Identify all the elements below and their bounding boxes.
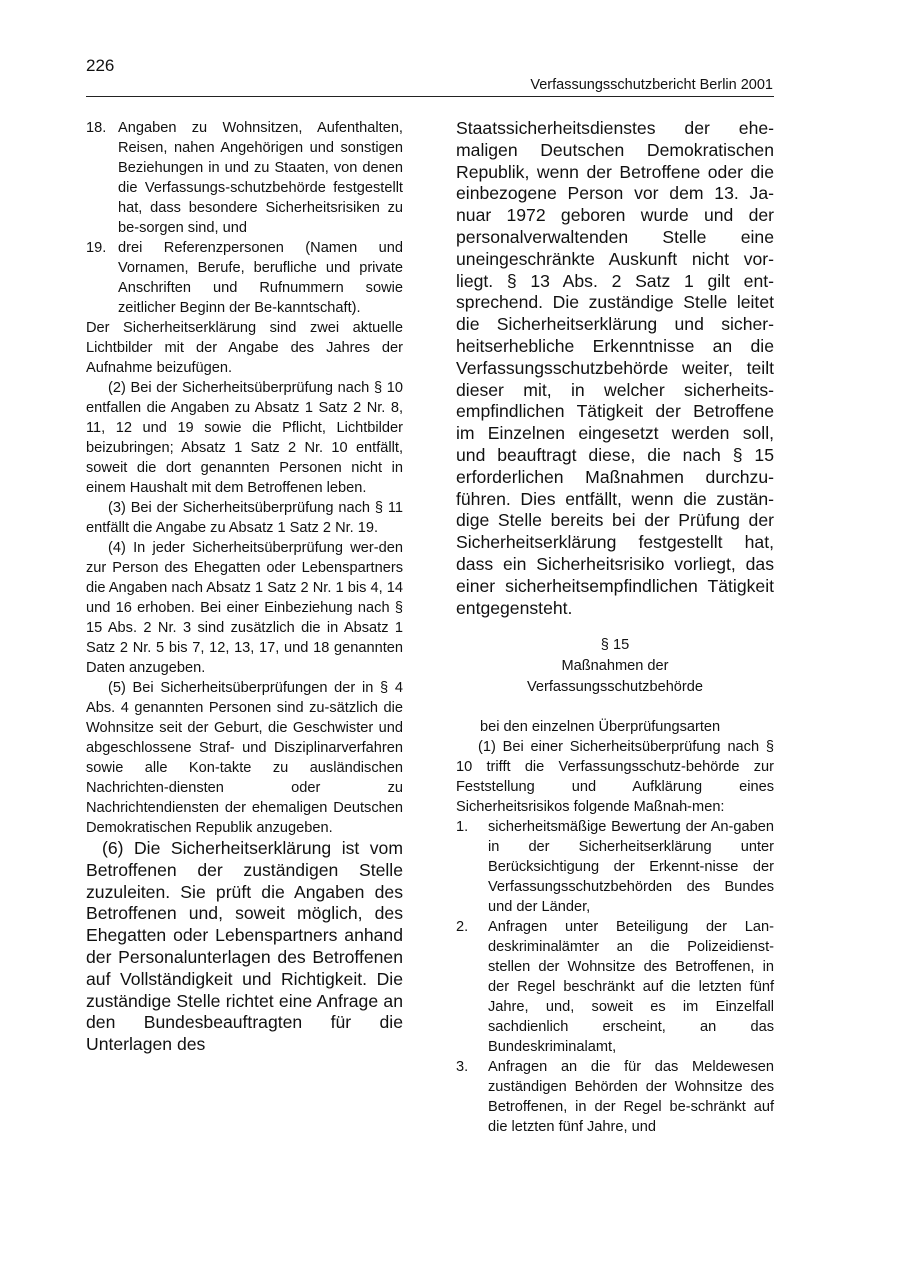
paragraph-15-1: (1) Bei einer Sicherheitsüberprüfung nach § 10 trifft die Verfassungsschutz-behörde zur Feststellung und Aufklärung eines Sicherheitsrisikos folgende Maßnah-men: [456, 739, 774, 816]
list-text: sicherheitsmäßige Bewertung der An-gaben in der Sicherheitserklärung unter Berücksichtigung der Erkennt-nisse der Verfassungsschutzbehörden des Bundes und der Länder, [488, 819, 774, 916]
list-item [456, 917, 774, 1057]
list-text: Anfragen an die für das Meldewesen zuständigen Behörden der Wohnsitze des Betroffenen, in der Regel be-schränkt auf die letzten fünf Jahre, und [488, 1059, 774, 1136]
paragraph-lichtbilder: Der Sicherheitserklärung sind zwei aktuelle Lichtbilder mit der Angabe des Jahres der Aufnahme beizufügen. [86, 320, 403, 376]
header-rule [86, 96, 774, 97]
right-column [456, 118, 774, 1137]
list-text: drei Referenzpersonen (Namen und Vornamen, Berufe, berufliche und private Anschriften und Rufnummern sowie zeitlicher Beginn der Be-kanntschaft). [118, 240, 403, 316]
list-text: Angaben zu Wohnsitzen, Aufenthalten, Reisen, nahen Angehörigen und sonstigen Beziehungen in und zu Staaten, von denen die Verfassungs-schutzbehörde festgestellt hat, dass besondere Sicherheitsrisiken zu be-sorgen sind, und [118, 120, 403, 236]
paragraph-6: (6) Die Sicherheitserklärung ist vom Betroffenen der zuständigen Stelle zuzuleiten. Sie prüft die Angaben des Betroffenen und, soweit möglich, des Ehegatten oder Lebenspartners anhand der Personalunterlagen des Betroffenen auf Vollständigkeit und Richtigkeit. Die zuständige Stelle richtet eine Anfrage an den Bundesbeauftragten für die Unterlagen des [86, 838, 403, 1055]
section-heading [456, 635, 774, 698]
list-number: 3. [456, 1059, 469, 1076]
list-number: 1. [456, 819, 469, 836]
list-number: 18. [86, 120, 107, 136]
list-text: Anfragen unter Beteiligung der Lan-deskriminalämter an die Polizeidienst-stellen der Wohnsitze des Betroffenen, in der Regel beschränkt auf die letzten fünf Jahre, und, soweit es im Einzelfall sachdienlich erscheint, an das Bundeskriminalamt, [488, 919, 774, 1056]
paragraph-3: (3) Bei der Sicherheitsüberprüfung nach § 11 entfällt die Angabe zu Absatz 1 Satz 2 Nr. 19. [86, 500, 403, 536]
numbered-list-right [456, 817, 774, 1137]
paragraph-5: (5) Bei Sicherheitsüberprüfungen der in § 4 Abs. 4 genannten Personen sind zu-sätzlich die Wohnsitze seit der Geburt, die Geschwister und abgeschlossene Straf- und Disziplinarverfahren sowie alle Kon-takte zu ausländischen Nachrichten-diensten oder zu Nachrichtendiensten der ehemaligen Deutschen Demokratischen Republik anzugeben. [86, 680, 403, 836]
left-column [86, 118, 403, 1056]
list-number: 19. [86, 240, 107, 256]
list-item [456, 1057, 774, 1137]
page-number: 226 [86, 56, 115, 75]
paragraph-4: (4) In jeder Sicherheitsüberprüfung wer-den zur Person des Ehegatten oder Lebenspartners die Angaben nach Absatz 1 Satz 2 Nr. 1 bis 4, 14 und 16 erhoben. Bei einer Einbeziehung nach § 15 Abs. 2 Nr. 3 sind zusätzlich die in Absatz 1 Satz 2 Nr. 5 bis 7, 12, 13, 17, und 18 genannten Daten anzugeben. [86, 540, 403, 676]
section-title-line-1: Maßnahmen der [561, 658, 669, 675]
section-number: § 15 [600, 637, 630, 654]
numbered-list-left [86, 118, 403, 318]
running-header: Verfassungsschutzbericht Berlin 2001 [530, 77, 773, 93]
section-subtitle: bei den einzelnen Überprüfungsarten [480, 719, 721, 736]
paragraph-2: (2) Bei der Sicherheitsüberprüfung nach § 10 entfallen die Angaben zu Absatz 1 Satz 2 Nr. 8, 11, 12 und 19 sowie die Pflicht, Lichtbilder beizubringen; Absatz 1 Satz 2 Nr. 10 entfällt, soweit die dort genannten Personen nicht in einem Haushalt mit dem Betroffenen leben. [86, 380, 403, 496]
list-item [86, 118, 403, 238]
list-item [86, 238, 403, 318]
list-item [456, 817, 774, 917]
paragraph-continuation: Staatssicherheitsdienstes der ehe-maligen Deutschen Demokratischen Republik, wenn der Betroffene oder die einbezogene Person vor dem 13. Ja-nuar 1972 geboren wurde und der personalverwaltenden Stelle eine uneingeschränkte Auskunft nicht vor-liegt. § 13 Abs. 2 Satz 1 gilt ent-sprechend. Die zuständige Stelle leitet die Sicherheitserklärung und sicher-heitserhebliche Erkenntnisse an die Verfassungsschutzbehörde weiter, teilt dieser mit, in welcher sicherheits-empfindlichen Tätigkeit der Betroffene im Einzelnen eingesetzt werden soll, und beauftragt diese, die nach § 15 erforderlichen Maßnahmen durchzu-führen. Dies entfällt, wenn die zustän-dige Stelle bereits bei der Prüfung der Sicherheitserklärung festgestellt hat, dass ein Sicherheitsrisiko vorliegt, das einer sicherheitsempfindlichen Tätigkeit entgegensteht. [456, 118, 774, 618]
list-number: 2. [456, 919, 469, 936]
section-title-line-2: Verfassungsschutzbehörde [526, 679, 704, 696]
